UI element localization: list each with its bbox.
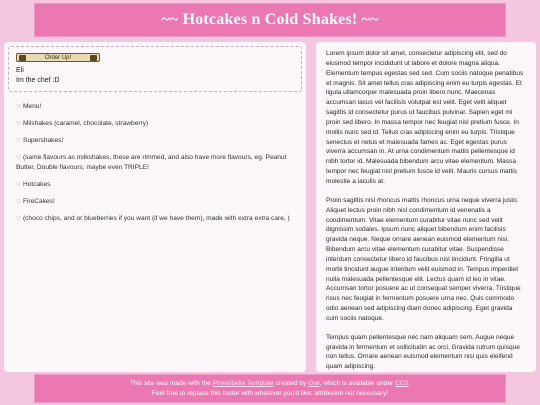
main-content-panel <box>316 42 536 372</box>
list-item: ♡ Menu! <box>16 103 42 110</box>
heart-icon: ♡ <box>16 199 21 205</box>
list-item: ♡ Hotcakes <box>16 181 51 188</box>
site-footer <box>34 374 506 403</box>
heart-icon: ♡ <box>16 216 21 222</box>
article-paragraph: Tempus quam pellentesque nec nam aliquam sem. Augue neque gravida in fermentum et sollicitudin ac orci. Gravida rutrum quisque non tellus. Ornare aenean euismod elementum nisi quis eleifend quam adipiscing. <box>326 333 520 371</box>
heart-icon: ♡ <box>16 121 21 127</box>
template-link[interactable]: Pinkerbelle Template <box>212 380 274 387</box>
footer-credit: This site was made with the Pinkerbelle Template created by Owl, which is available under CC0. <box>129 380 411 387</box>
heart-icon: ♡ <box>16 155 21 161</box>
list-item: ♡ (same flavours as milkshakes, these are rimmed, and also have more flavours, eg. Peanut Butter, Double flavours, maybe even TRIPLE! <box>16 154 287 171</box>
order-name: Eli <box>16 67 24 74</box>
heart-icon: ♡ <box>16 104 21 110</box>
order-box <box>8 46 302 92</box>
menu-list <box>8 102 302 224</box>
list-item: ♡ Supershakes! <box>16 137 64 144</box>
heart-icon: ♡ <box>16 182 21 188</box>
left-panel <box>4 42 306 372</box>
order-up-button[interactable] <box>16 53 100 62</box>
license-link[interactable]: CC0 <box>395 380 409 387</box>
article-paragraph: Proin sagittis nisl rhoncus mattis rhoncus urna neque viverra justo. Aliquet lectus proin nibh nisl condimentum id venenatis a condimentum. Vitae elementum curabitur vitae nunc sed velit dignissim sodales. Ipsum nunc aliquet bibendum enim facilisis gravida neque. Neque ornare aenean euismod elementum nisi. Bibendum arcu vitae elementum curabitur vitae. Suspendisse interdum consectetur libero id faucibus nisl tincidunt. Fringilla ut morbi tincidunt augue interdum velit euismod in. Tempus imperdiet nulla malesuada pellentesque elit. Lectus quam id leo in vitae. Accumsan tortor posuere ac ut consequat semper viverra. Tristique risus nec feugiat in fermentum posuere urna nec. Quis commodo odio aenean sed adipiscing diam donec adipiscing. Eget gravida cum sociis natoque. <box>326 196 521 322</box>
order-note: Im the chef :D <box>16 77 60 84</box>
heart-icon: ♡ <box>16 138 21 144</box>
order-up-label: Order Up! <box>44 54 72 61</box>
site-header <box>34 3 506 37</box>
list-item: ♡ (choco chips, and or blueberries if you want (if we have them), made with extra extra care, ) <box>16 215 290 222</box>
list-item: ♡ Milshakes (caramel, chocolate, strawberry) <box>16 120 149 127</box>
list-item: ♡ FireCakes! <box>16 198 55 205</box>
site-title: ~~ Hotcakes n Cold Shakes! ~~ <box>161 11 379 28</box>
cup-icon <box>19 55 26 61</box>
footer-note: Feel free to replace this footer with whatever you'd like; attribution not necessary! <box>151 390 389 397</box>
cup-icon <box>90 55 97 61</box>
author-link[interactable]: Owl <box>308 380 320 387</box>
article-paragraph: Lorem ipsum dolor sit amet, consectetur adipiscing elit, sed do eiusmod tempor incididunt ut labore et dolore magna aliqua. Elementum tempus egestas sed sed. Cum sociis natoque penatibus et magnis. Sit amet tellus cras adipiscing enim eu turpis egestas. Et ligula ullamcorper malesuada proin libero nunc. Maecenas accumsan lacus vel facilisis volutpat est velit. Eget velit aliquet sagittis id consectetur purus ut faucibus pulvinar. Sapien eget mi proin sed libero. In massa tempor nec feugiat nisl pretium fusce. In mollis nunc sed id. Tellus cras adipiscing enim eu turpis. Tristique senectus et netus et malesuada fames ac. Eget egestas purus viverra accumsan in. At urna condimentum mattis pellentesque id nibh tortor id. Malesuada bibendum arcu vitae elementum. Massa tempor nec feugiat nisl pretium fusce id velit. Mauris cursus mattis molestie a iaculis at. <box>326 50 524 185</box>
